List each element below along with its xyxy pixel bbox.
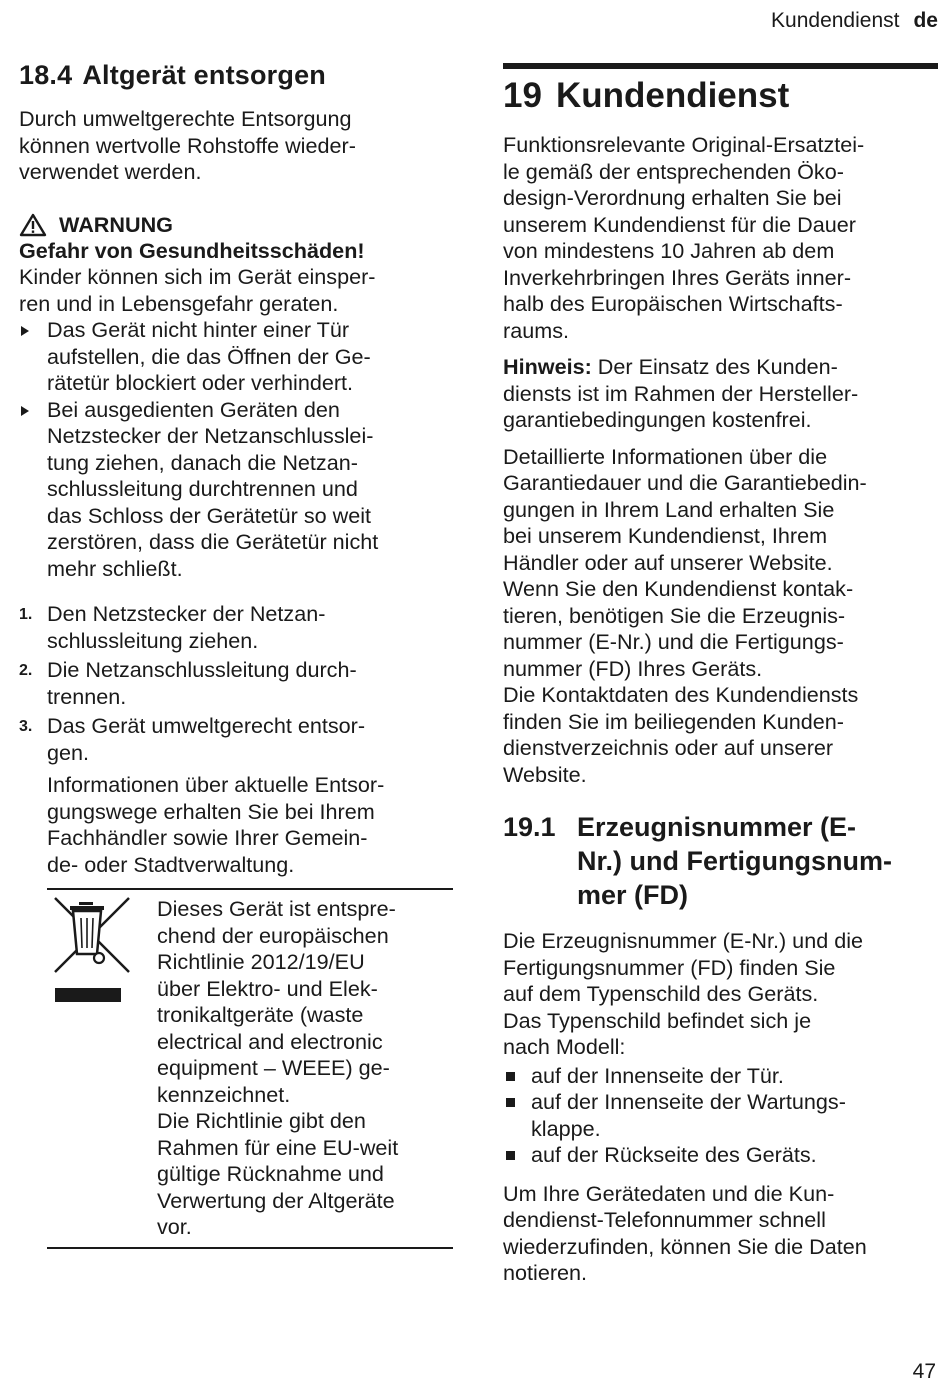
step-number: 1. [19,606,33,623]
rating-plate-locations-list [503,1063,938,1169]
page-number: 47 [912,1360,936,1383]
list-item: auf der Rückseite des Geräts. [503,1142,938,1169]
warning-text: Kinder können sich im Gerät einsper- ren und in Lebensgefahr geraten. [19,264,376,316]
spare-parts-paragraph: Funktionsrelevante Original-Ersatztei- le gemäß der entsprechenden Öko- design-Verordnung erhalten Sie bei unserem Kundendienst für die Dauer von mindestens 10 Jahren ab dem Inverkehrbringen Ihres Geräts inner- halb des Europäischen Wirtschafts- raums. [503,132,865,343]
heading-text: Altgerät entsorgen [82,60,326,90]
chapter-heading-19 [503,74,938,118]
warning-steps-list [19,317,457,582]
chapter-number: 19 [503,76,542,115]
warning-label: WARNUNG [59,211,173,237]
square-bullet-icon [506,1072,515,1081]
list-item: auf der Innenseite der Tür. [503,1063,938,1090]
heading-text: Erzeugnisnummer (E- Nr.) und Fertigungsnum- mer (FD) [577,812,892,910]
header-section-title: Kundendienst [771,9,900,32]
note-paragraph: Hinweis: Der Einsatz des Kunden- diensts ist im Rahmen der Hersteller- garantiebedingungen kostenfrei. [503,354,859,432]
intro-paragraph: Durch umweltgerechte Entsorgung können wertvolle Rohstoffe wieder- verwendet werden. [19,106,356,184]
warranty-paragraph: Detaillierte Informationen über die Garantiedauer und die Garantiebedin- gungen in Ihrem Land erhalten Sie bei unserem Kundendienst, Ihrem Händler oder auf unserer Website. Wenn Sie den Kundendienst kontak- tieren, benötigen Sie die Erzeugnis- nummer (E-Nr.) und die Fertigungs- nummer (FD) Ihres Geräts. Die Kontaktdaten des Kundendiensts finden Sie im beiliegenden Kunden- dienstverzeichnis oder auf unserer Website. [503,443,867,787]
weee-notice-box [47,888,453,1249]
heading-number: 19.1 [503,812,556,842]
left-column [19,58,457,1249]
arrow-bullet-icon [21,406,29,416]
list-item: 3. Das Gerät umweltgerecht entsor- gen. [19,713,366,765]
right-column [503,63,938,1287]
weee-icon-cell [47,896,155,1241]
section-heading-19-1 [503,810,938,912]
chapter-title: Kundendienst [555,76,790,115]
list-item: auf der Innenseite der Wartungs- klappe. [503,1089,938,1142]
heading-number: 18.4 [19,60,73,90]
notes-paragraph: Um Ihre Gerätedaten und die Kun- dendienst-Telefonnummer schnell wiederzufinden, können Sie die Daten notieren. [503,1180,867,1285]
warning-heading [19,212,457,238]
chapter-rule [503,63,938,69]
running-header [771,8,938,34]
square-bullet-icon [506,1098,515,1107]
arrow-bullet-icon [21,326,29,336]
note-label: Hinweis: [503,354,592,379]
warning-title: Gefahr von Gesundheitsschäden! [19,237,365,263]
warning-triangle-icon [19,213,47,237]
list-item: Bei ausgedienten Geräten den Netzstecker der Netzanschlusslei- tung ziehen, danach die Netzan- schlussleitung durchtrennen und das Schloss der Gerätetür so weit zerstören, dass die Gerätetür nicht mehr schließt. [19,397,457,583]
weee-notice-text: Dieses Gerät ist entspre- chend der europäischen Richtlinie 2012/19/EU über Elektro- und Elek- tronikaltgeräte (waste electrical and electronic equipment – WEEE) ge- kennzeichnet. Die Richtlinie gibt den Rahmen für eine EU-weit gültige Rücknahme und Verwertung der Altgeräte vor. [157,896,399,1239]
step-number: 3. [19,718,33,735]
list-item: Das Gerät nicht hinter einer Tür aufstellen, die das Öffnen der Ge- rätetür blockiert oder verhindert. [19,317,457,397]
disposal-info-paragraph: Informationen über aktuelle Entsor- gungswege erhalten Sie bei Ihrem Fachhändler sowie Ihrer Gemein- de- oder Stadtverwaltung. [47,772,385,877]
section-heading-18-4 [19,58,457,92]
step-number: 2. [19,662,33,679]
list-item: 2. Die Netzanschlussleitung durch- trennen. [19,657,357,709]
header-language-code: de [913,9,938,32]
crossed-out-wheelie-bin-icon [53,896,133,1004]
list-item: 1. Den Netzstecker der Netzan- schlussleitung ziehen. [19,601,326,653]
disposal-steps-list [19,601,457,766]
square-bullet-icon [506,1151,515,1160]
rating-plate-paragraph: Die Erzeugnisnummer (E-Nr.) und die Fertigungsnummer (FD) finden Sie auf dem Typenschild des Geräts. Das Typenschild befindet sich je nach Modell: [503,928,864,1059]
